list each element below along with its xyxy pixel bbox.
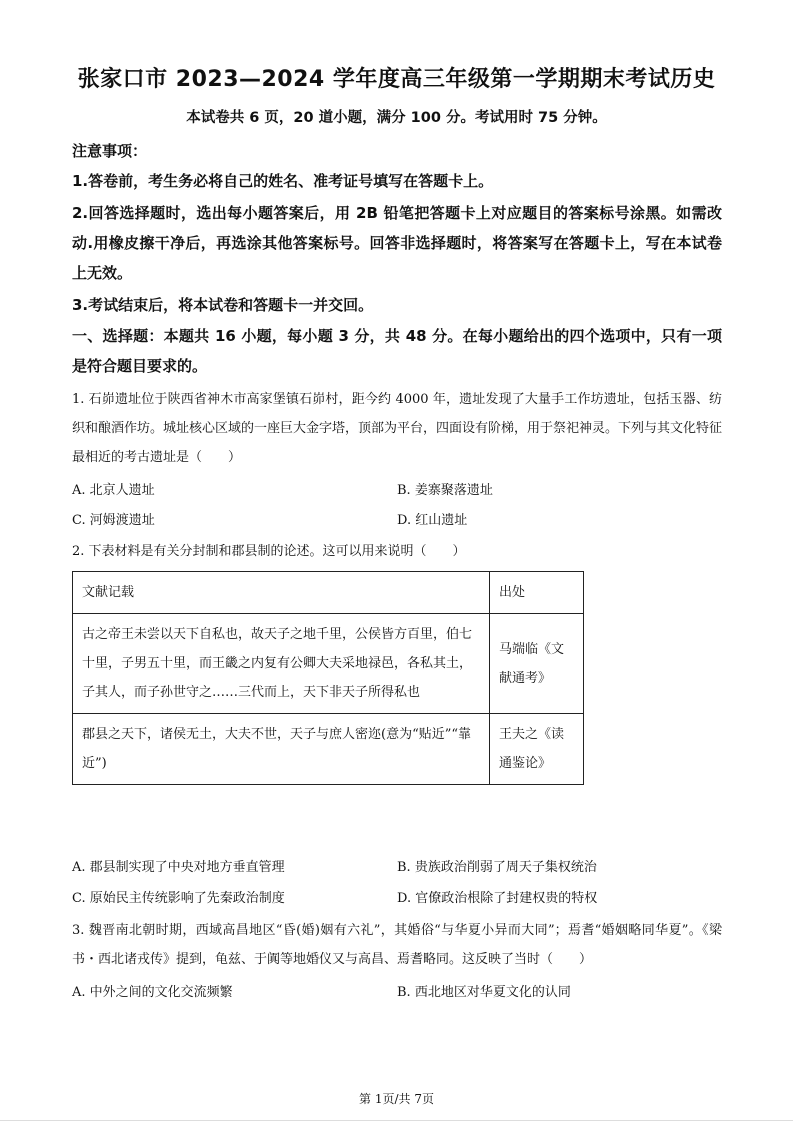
table-cell: 马端临《文献通考》 <box>490 614 584 714</box>
note-item-2: 2.回答选择题时，选出每小题答案后，用 2B 铅笔把答题卡上对应题目的答案标号涂黑。如需改动.用橡皮擦干净后，再选涂其他答案标号。回答非选择题时，将答案写在答题卡上，写在本试卷上无效。 <box>72 204 722 282</box>
q1-option-a: A. 北京人遗址 <box>72 483 155 498</box>
table-cell: 郡县之天下，诸侯无土，大夫不世，天子与庶人密迩(意为“贴近”“靠近”) <box>73 714 490 785</box>
q1-option-c: C. 河姆渡遗址 <box>72 513 155 528</box>
q1-option-b: B. 姜寨聚落遗址 <box>397 483 493 498</box>
notes-heading: 注意事项： <box>72 142 148 160</box>
exam-subtitle: 本试卷共 6 页，20 道小题，满分 100 分。考试用时 75 分钟。 <box>186 110 607 126</box>
q2-option-a: A. 郡县制实现了中央对地方垂直管理 <box>72 860 285 875</box>
note-item-3: 3.考试结束后，将本试卷和答题卡一并交回。 <box>72 296 374 314</box>
q2-option-c: C. 原始民主传统影响了先秦政治制度 <box>72 891 285 906</box>
page-number: 第 1页/共 7页 <box>359 1092 434 1106</box>
section-heading: 一、选择题：本题共 16 小题，每小题 3 分，共 48 分。在每小题给出的四个选项中，只有一项是符合题目要求的。 <box>72 327 722 375</box>
exam-title: 张家口市 2023—2024 学年度高三年级第一学期期末考试历史 <box>77 67 716 92</box>
table-header-cell: 出处 <box>490 572 584 614</box>
table-header-cell: 文献记载 <box>73 572 490 614</box>
table-row <box>73 714 584 785</box>
question-2-stem: 2. 下表材料是有关分封制和郡县制的论述。这可以用来说明（ ） <box>72 544 466 559</box>
table-row <box>73 614 584 714</box>
table-header-row <box>73 572 584 614</box>
question-1-stem: 1. 石峁遗址位于陕西省神木市高家堡镇石峁村，距今约 4000 年，遗址发现了大量手工作坊遗址，包括玉器、纺织和酿酒作坊。城址核心区域的一座巨大金字塔，顶部为平台，四面设有阶梯，用于祭祀神灵。下列与其文化特征最相近的考古遗址是（ ） <box>72 392 723 465</box>
footer-divider <box>0 1120 793 1121</box>
q2-option-d: D. 官僚政治根除了封建权贵的特权 <box>397 891 598 906</box>
table-cell: 古之帝王未尝以天下自私也，故天子之地千里，公侯皆方百里，伯七十里，子男五十里，而王畿之内复有公卿大夫采地禄邑，各私其土，子其人，而子孙世守之……三代而上，天下非天子所得私也 <box>73 614 490 714</box>
note-item-1: 1.答卷前，考生务必将自己的姓名、准考证号填写在答题卡上。 <box>72 172 494 190</box>
source-table <box>72 571 584 785</box>
table-cell: 王夫之《读通鉴论》 <box>490 714 584 785</box>
q1-option-d: D. 红山遗址 <box>397 513 468 528</box>
question-3-stem: 3. 魏晋南北朝时期，西域高昌地区“昏(婚)姻有六礼”，其婚俗“与华夏小异而大同”；焉耆“婚姻略同华夏”。《梁书・西北诸戎传》提到，龟兹、于阗等地婚仪又与高昌、焉耆略同。这反映了当时（ ） <box>72 923 722 967</box>
q3-option-b: B. 西北地区对华夏文化的认同 <box>397 985 571 1000</box>
q2-option-b: B. 贵族政治削弱了周天子集权统治 <box>397 860 597 875</box>
q3-option-a: A. 中外之间的文化交流频繁 <box>72 985 233 1000</box>
